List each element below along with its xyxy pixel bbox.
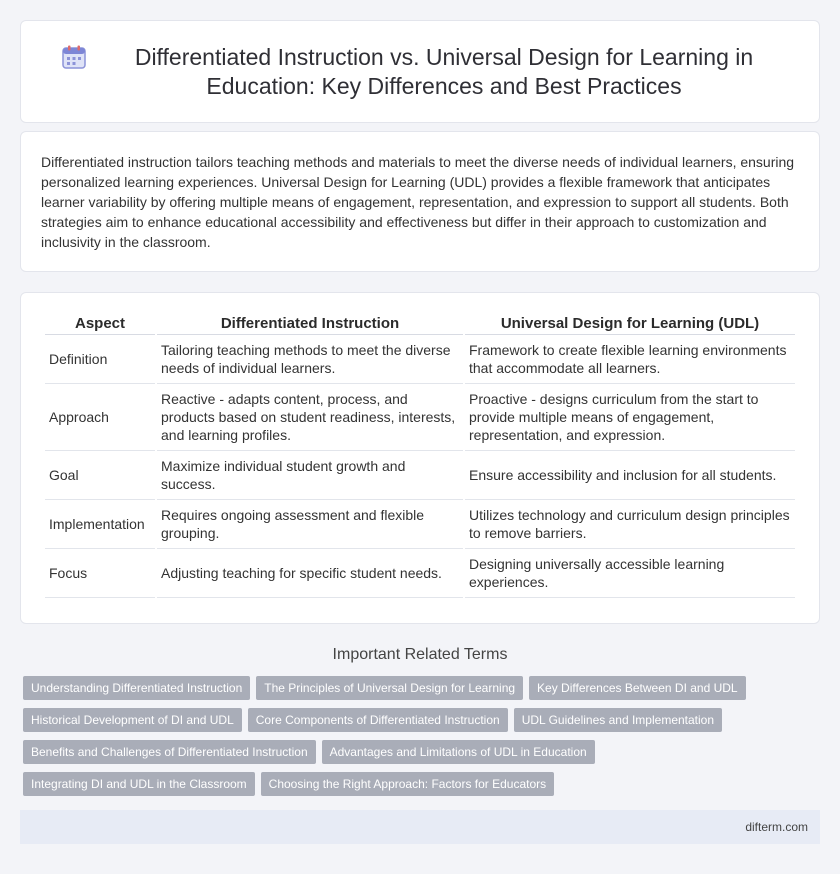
related-terms-title: Important Related Terms [332,646,508,663]
table-row [45,549,795,598]
related-term-tag[interactable]: UDL Guidelines and Implementation [514,708,722,732]
header-aspect: Aspect [45,311,155,335]
row-di: Requires ongoing assessment and flexible grouping. [157,500,463,549]
table-row [45,500,795,549]
row-aspect: Approach [45,384,155,451]
page-title: Differentiated Instruction vs. Universal Design for Learning in Education: Key Differences and Best Practices [134,43,754,99]
row-aspect: Definition [45,335,155,384]
row-aspect: Focus [45,549,155,598]
related-term-tag[interactable]: Integrating DI and UDL in the Classroom [23,772,255,796]
row-aspect: Goal [45,451,155,500]
row-di: Reactive - adapts content, process, and products based on student readiness, interests, and learning profiles. [157,384,463,451]
related-term-tag[interactable]: Understanding Differentiated Instruction [23,676,250,700]
row-di: Tailoring teaching methods to meet the diverse needs of individual learners. [157,335,463,384]
table-header-row [45,311,795,335]
row-aspect: Implementation [45,500,155,549]
intro-card [20,131,820,272]
row-udl: Designing universally accessible learning experiences. [465,549,795,598]
related-terms-tags [20,676,820,796]
table-row [45,384,795,451]
related-term-tag[interactable]: Key Differences Between DI and UDL [529,676,746,700]
table-row [45,451,795,500]
row-di: Adjusting teaching for specific student needs. [157,549,463,598]
intro-paragraph: Differentiated instruction tailors teaching methods and materials to meet the diverse needs of individual learners, ensuring personalized learning experiences. Universal Design for Learning (UDL) provides a flexible framework that anticipates learner variability by offering multiple means of engagement, representation, and expression to support all students. Both strategies aim to enhance educational accessibility and effectiveness but differ in their approach to customization and inclusivity in the classroom. [41,154,795,250]
related-term-tag[interactable]: Benefits and Challenges of Differentiated Instruction [23,740,316,764]
header-card [20,20,820,123]
header-differentiated-instruction: Differentiated Instruction [157,311,463,335]
related-term-tag[interactable]: Choosing the Right Approach: Factors for Educators [261,772,554,796]
row-udl: Ensure accessibility and inclusion for all students. [465,451,795,500]
related-term-tag[interactable]: Core Components of Differentiated Instruction [248,708,508,732]
table-row [45,335,795,384]
row-di: Maximize individual student growth and success. [157,451,463,500]
related-term-tag[interactable]: Historical Development of DI and UDL [23,708,242,732]
footer-site-link[interactable]: difterm.com [745,820,808,834]
related-term-tag[interactable]: Advantages and Limitations of UDL in Education [322,740,595,764]
comparison-table-card [20,292,820,624]
row-udl: Framework to create flexible learning environments that accommodate all learners. [465,335,795,384]
header-udl: Universal Design for Learning (UDL) [465,311,795,335]
calendar-icon [61,44,87,70]
comparison-table [43,311,797,598]
row-udl: Proactive - designs curriculum from the start to provide multiple means of engagement, representation, and expression. [465,384,795,451]
row-udl: Utilizes technology and curriculum design principles to remove barriers. [465,500,795,549]
footer [20,810,820,844]
related-term-tag[interactable]: The Principles of Universal Design for Learning [256,676,523,700]
header-inner [61,43,779,101]
